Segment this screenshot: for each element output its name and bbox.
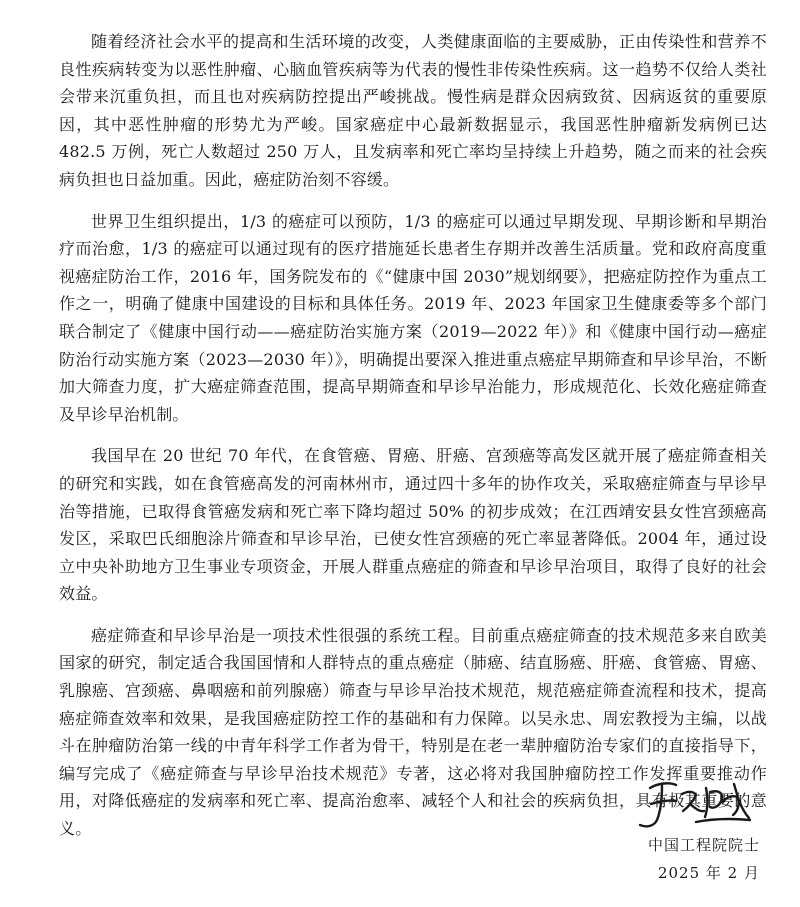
signature-title: 中国工程院院士 [647, 836, 760, 854]
paragraph-3: 我国早在 20 世纪 70 年代，在食管癌、胃癌、肝癌、宫颈癌等高发区就开展了癌症筛查相关的研究和实践，如在食管癌高发的河南林州市，通过四十多年的协作攻关，采取癌症筛查与早诊早治等措施，已取得食管癌发病和死亡率下降均超过 50% 的初步成效；在江西靖安县女性宫颈癌高发区，采取巴氏细胞涂片筛查和早诊早治，已使女性宫颈癌的死亡率显著降低。2004 年，通过设立中央补助地方卫生事业专项资金，开展人群重点癌症的筛查和早诊早治项目，取得了良好的社会效益。 [59, 446, 767, 604]
paragraph-1: 随着经济社会水平的提高和生活环境的改变，人类健康面临的主要威胁，正由传染性和营养不良性疾病转变为以恶性肿瘤、心脑血管疾病等为代表的慢性非传染性疾病。这一趋势不仅给人类社会带来沉重负担，而且也对疾病防控提出严峻挑战。慢性病是群众因病致贫、因病返贫的重要原因，其中恶性肿瘤的形势尤为严峻。国家癌症中心最新数据显示，我国恶性肿瘤新发病例已达 482.5 万例，死亡人数超过 250 万人，且发病率和死亡率均呈持续上升趋势，随之而来的社会疾病负担也日益加重。因此，癌症防治刻不容缓。 [59, 32, 767, 189]
preface-body [59, 28, 767, 857]
signature-icon [636, 774, 758, 830]
handwritten-signature [636, 774, 758, 830]
paragraph-2: 世界卫生组织提出，1/3 的癌症可以预防，1/3 的癌症可以通过早期发现、早期诊断和早期治疗而治愈，1/3 的癌症可以通过现有的医疗措施延长患者生存期并改善生活质量。党和政府高度重视癌症防治工作，2016 年，国务院发布的《“健康中国 2030”规划纲要》，把癌症防控作为重点工作之一，明确了健康中国建设的目标和具体任务。2019 年、2023 年国家卫生健康委等多个部门联合制定了《健康中国行动——癌症防治实施方案（2019—2022 年）》和《健康中国行动—癌症防治行动实施方案（2023—2030 年）》，明确提出要深入推进重点癌症早期筛查和早诊早治，不断加大筛查力度，扩大癌症筛查范围，提高早期筛查和早诊早治能力，形成规范化、长效化癌症筛查及早诊早治机制。 [59, 211, 767, 424]
paragraph-4: 癌症筛查和早诊早治是一项技术性很强的系统工程。目前重点癌症筛查的技术规范多来自欧美国家的研究，制定适合我国国情和人群特点的重点癌症（肺癌、结直肠癌、肝癌、食管癌、胃癌、乳腺癌、宫颈癌、鼻咽癌和前列腺癌）筛查与早诊早治技术规范，规范癌症筛查流程和技术，提高癌症筛查效率和效果，是我国癌症防控工作的基础和有力保障。以吴永忠、周宏教授为主编，以战斗在肿瘤防治第一线的中青年科学工作者为骨干，特别是在老一辈肿瘤防治专家们的直接指导下，编写完成了《癌症筛查与早诊早治技术规范》专著，这必将对我国肿瘤防控工作发挥重要推动作用，对降低癌症的发病率和死亡率、提高治愈率、减轻个人和社会的疾病负担，具有极其重要的意义。 [59, 625, 767, 839]
signature-date: 2025 年 2 月 [657, 864, 760, 882]
